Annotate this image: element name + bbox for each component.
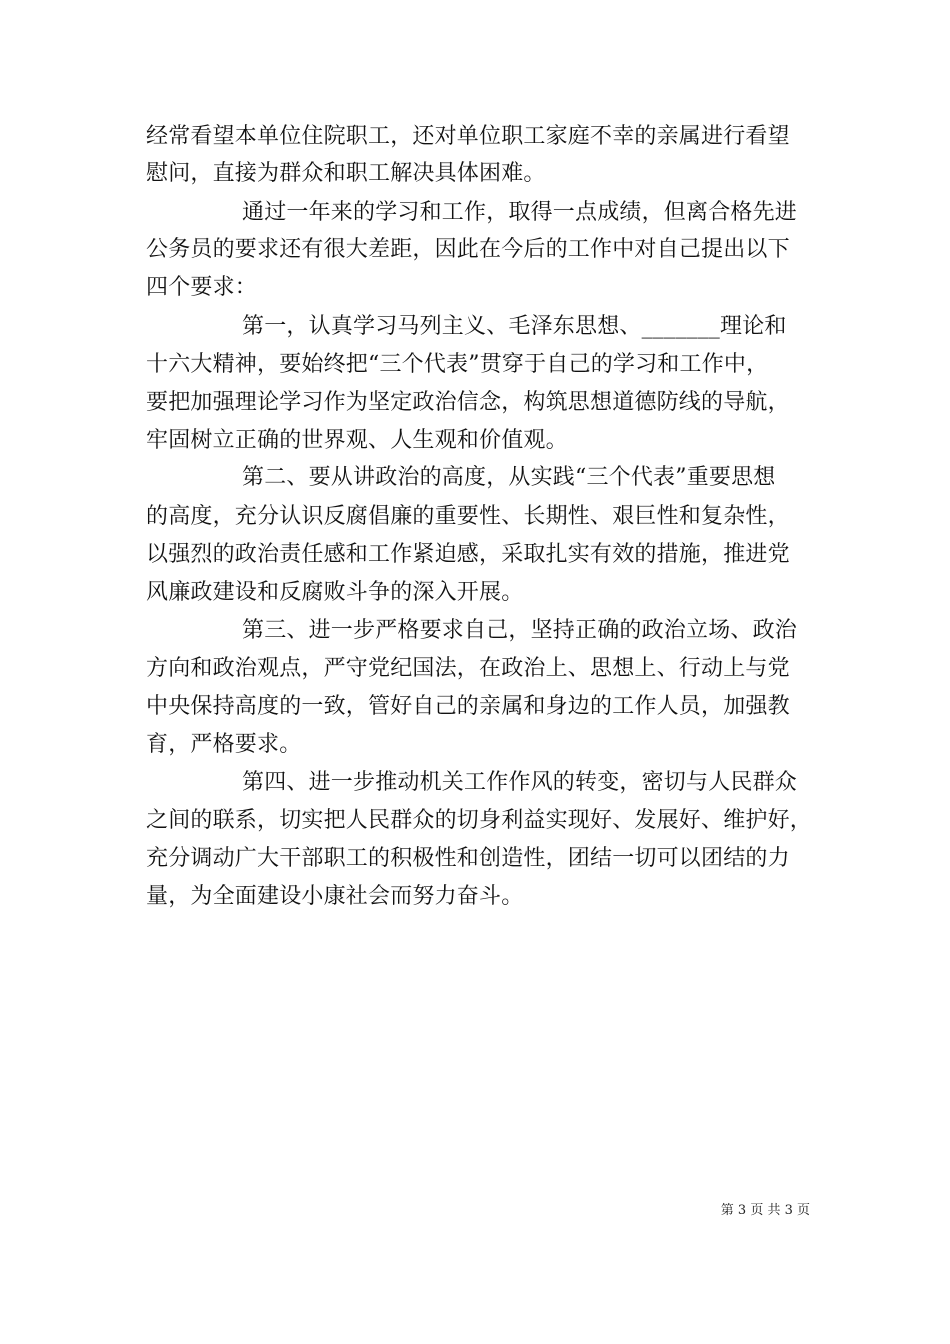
text-line: 慰问，直接为群众和职工解决具体困难。 (146, 161, 546, 186)
text-line: 经常看望本单位住院职工，还对单位职工家庭不幸的亲属进行看望 (146, 124, 790, 149)
text-line: 之间的联系，切实把人民群众的切身利益实现好、发展好、维护好， (146, 808, 813, 833)
paragraph-first-line: 第三、进一步严格要求自己，坚持正确的政治立场、政治 (242, 618, 798, 643)
text-line: 方向和政治观点，严守党纪国法，在政治上、思想上、行动上与党 (146, 656, 790, 681)
text-line: 十六大精神，要始终把“三个代表”贯穿于自己的学习和工作中， (146, 352, 769, 377)
text-line: 要把加强理论学习作为坚定政治信念，构筑思想道德防线的导航， (146, 390, 790, 415)
text-line: 充分调动广大干部职工的积极性和创造性，团结一切可以团结的力 (146, 846, 790, 871)
text-line: 四个要求： (146, 275, 258, 300)
paragraph-first-line: 第四、进一步推动机关工作作风的转变，密切与人民群众 (242, 770, 798, 795)
text-line: 的高度，充分认识反腐倡廉的重要性、长期性、艰巨性和复杂性， (146, 504, 790, 529)
text-line: 以强烈的政治责任感和工作紧迫感，采取扎实有效的措施，推进党 (146, 542, 790, 567)
paragraph-first-line: 第一，认真学习马列主义、毛泽东思想、_______理论和 (242, 314, 787, 339)
page-number: 第 3 页 共 3 页 (720, 1203, 810, 1218)
text-line: 量，为全面建设小康社会而努力奋斗。 (146, 884, 524, 909)
text-line: 育，严格要求。 (146, 732, 302, 757)
text-line: 牢固树立正确的世界观、人生观和价值观。 (146, 428, 568, 453)
text-line: 风廉政建设和反腐败斗争的深入开展。 (146, 580, 524, 605)
text-line: 公务员的要求还有很大差距，因此在今后的工作中对自己提出以下 (146, 237, 790, 262)
paragraph-first-line: 第二、要从讲政治的高度，从实践“三个代表”重要思想 (242, 465, 776, 490)
text-line: 中央保持高度的一致，管好自己的亲属和身边的工作人员，加强教 (146, 694, 790, 719)
paragraph-first-line: 通过一年来的学习和工作，取得一点成绩，但离合格先进 (242, 200, 798, 225)
